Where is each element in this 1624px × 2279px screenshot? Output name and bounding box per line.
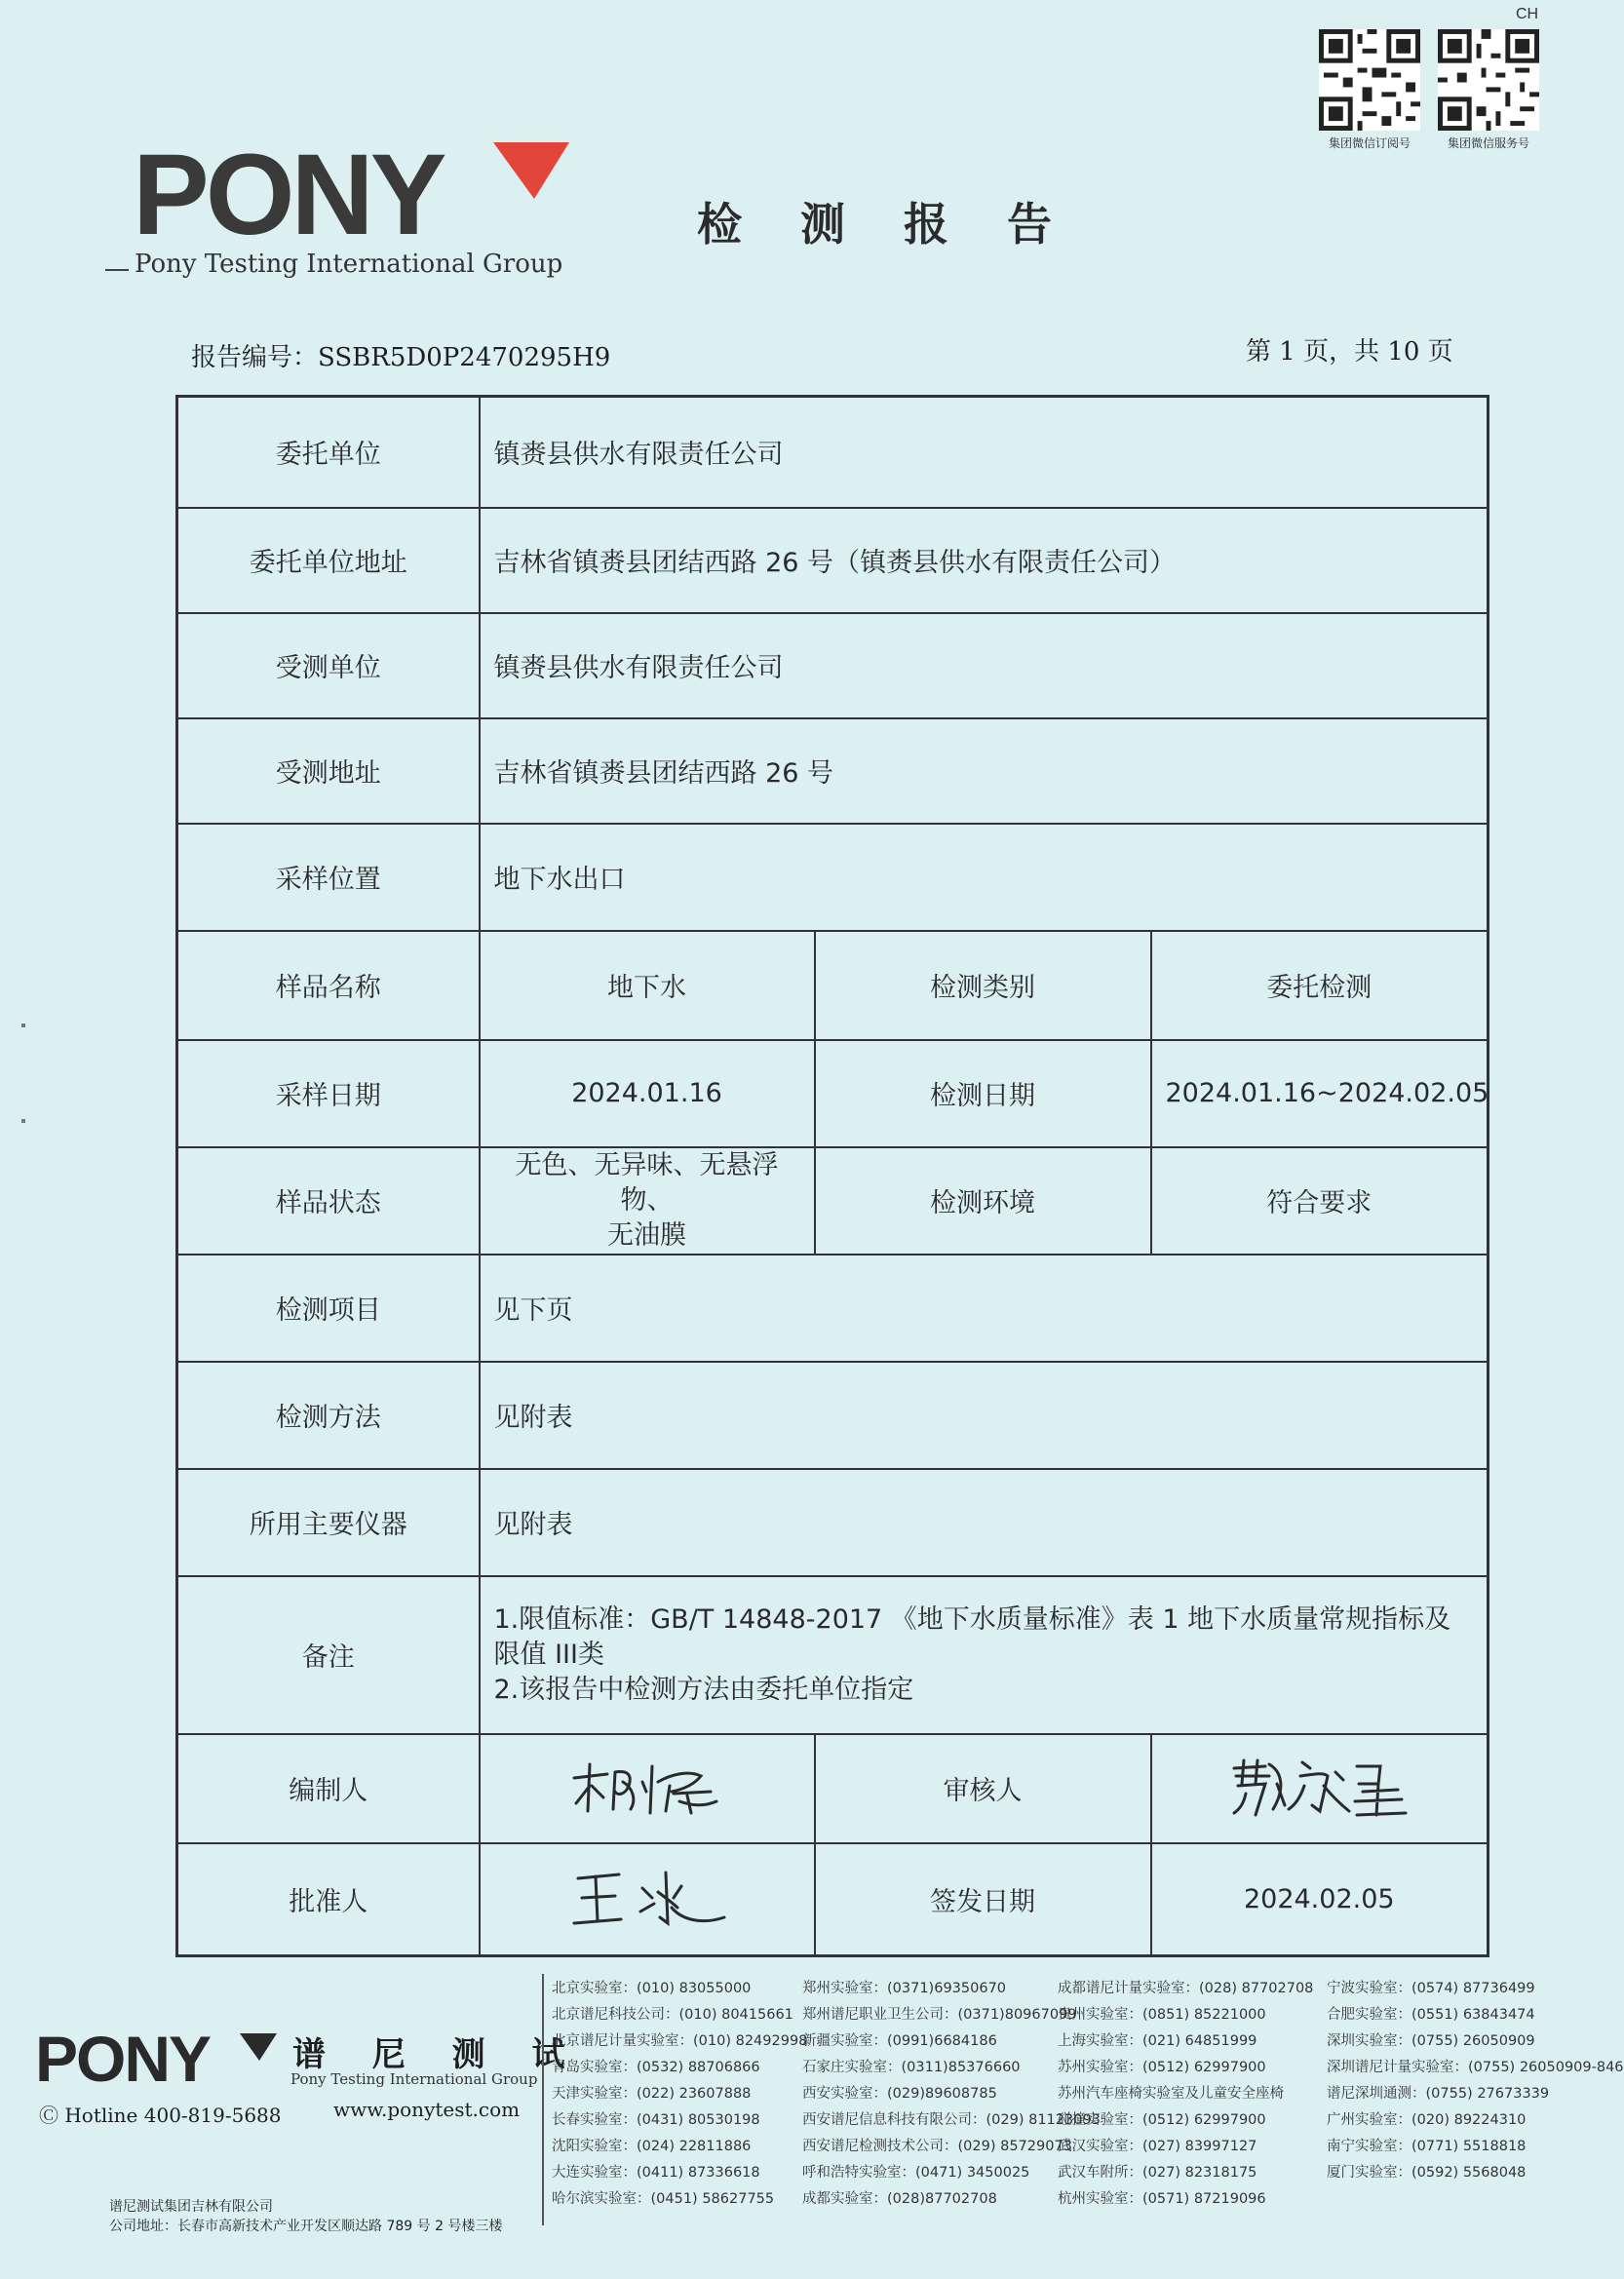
table-row — [177, 397, 1489, 508]
footer-pony-logo — [35, 2023, 279, 2095]
remark-value — [480, 1576, 1489, 1734]
remark-line: 2.该报告中检测方法由委托单位指定 — [493, 1674, 914, 1705]
lab-contact: 北京实验室：(010) 83055000 — [552, 1981, 752, 1996]
test-environment-value: 符合要求 — [1151, 1147, 1489, 1255]
lab-contact: 呼和浩特实验室：(0471) 3450025 — [802, 2165, 1030, 2181]
table-row — [177, 1147, 1489, 1255]
lab-contact: 郑州谱尼职业卫生公司：(0371)80967099 — [802, 2007, 1077, 2023]
lab-contact: 厦门实验室：(0592) 5568048 — [1327, 2165, 1527, 2181]
logo-dash — [105, 269, 129, 271]
tested-address-value: 吉林省镇赉县团结西路 26 号 — [480, 718, 1489, 824]
lab-contact: 沈阳实验室：(024) 22811886 — [552, 2139, 752, 2154]
lab-contact — [1327, 2189, 1566, 2210]
lab-contact: 天津实验室：(022) 23607888 — [552, 2086, 752, 2102]
reviewer-signature-cell — [1151, 1734, 1489, 1843]
lab-contact: 成都实验室：(028)87702708 — [802, 2191, 997, 2207]
table-row — [177, 1734, 1489, 1843]
approver-signature — [564, 1865, 730, 1933]
sample-name-value: 地下水 — [480, 931, 815, 1040]
approver-signature-cell — [480, 1843, 815, 1956]
issue-date-value: 2024.02.05 — [1151, 1843, 1489, 1956]
tested-unit-value: 镇赉县供水有限责任公司 — [480, 613, 1489, 718]
svg-text:PONY: PONY — [133, 131, 444, 259]
lab-contact: 上海实验室：(021) 64851999 — [1058, 2033, 1257, 2049]
sample-state-line: 无色、无异味、无悬浮物、 — [515, 1149, 779, 1216]
client-value: 镇赉县供水有限责任公司 — [480, 397, 1489, 508]
sampling-location-label: 采样位置 — [177, 824, 480, 931]
approver-label: 批准人 — [177, 1843, 480, 1956]
lab-contact: 西安谱尼信息科技有限公司：(029) 81123093 — [802, 2112, 1101, 2128]
footer-brand-cn: 谱 尼 测 试 — [292, 2035, 583, 2074]
lab-contact: 杭州实验室：(0571) 87219096 — [1058, 2191, 1266, 2207]
tested-unit-label: 受测单位 — [177, 613, 480, 718]
sampling-date-label: 采样日期 — [177, 1040, 480, 1147]
lab-contact: 大连实验室：(0411) 87336618 — [552, 2165, 760, 2181]
lab-contact: 北京谱尼计量实验室：(010) 82492998 — [552, 2033, 808, 2049]
remark-line: 1.限值标准：GB/T 14848-2017 《地下水质量标准》表 1 地下水质量常规指标及 — [493, 1603, 1451, 1635]
lab-contact: 长春实验室：(0431) 80530198 — [552, 2112, 760, 2128]
lab-contact: 合肥实验室：(0551) 63843474 — [1327, 2007, 1535, 2023]
lab-contact-list — [552, 1979, 1624, 2210]
table-row — [177, 1576, 1489, 1734]
issue-date-label: 签发日期 — [815, 1843, 1151, 1956]
qr-code-icon — [1319, 29, 1420, 131]
sample-state-value — [480, 1147, 815, 1255]
lab-contact: 贵州实验室：(0851) 85221000 — [1058, 2007, 1266, 2023]
document-title: 检 测 报 告 — [697, 198, 1074, 251]
table-row — [177, 1469, 1489, 1576]
table-row — [177, 1362, 1489, 1469]
footer-website: www.ponytest.com — [333, 2098, 521, 2121]
compiler-signature-cell — [480, 1734, 815, 1843]
scan-mark — [21, 1024, 25, 1027]
lab-contact: 广州实验室：(020) 89224310 — [1327, 2112, 1527, 2128]
qr-caption: 集团微信订阅号 — [1328, 136, 1411, 150]
client-address-value: 吉林省镇赉县团结西路 26 号（镇赉县供水有限责任公司） — [480, 508, 1489, 613]
sample-name-label: 样品名称 — [177, 931, 480, 1040]
lab-contact: 武汉实验室：(027) 83997127 — [1058, 2139, 1257, 2154]
logo-subtitle: Pony Testing International Group — [135, 250, 563, 279]
lab-contact: 武汉车附所：(027) 82318175 — [1058, 2165, 1257, 2181]
lab-contact: 深圳谱尼计量实验室：(0755) 26050909-846 — [1327, 2060, 1624, 2075]
test-type-value: 委托检测 — [1151, 931, 1489, 1040]
reviewer-label: 审核人 — [815, 1734, 1151, 1843]
lab-contact: 苏州实验室：(0512) 62997900 — [1058, 2060, 1266, 2075]
qr-code-subscription — [1316, 29, 1423, 151]
table-row — [177, 1255, 1489, 1362]
report-number: 报告编号：SSBR5D0P2470295H9 — [191, 343, 611, 372]
test-items-value: 见下页 — [480, 1255, 1489, 1362]
table-row — [177, 824, 1489, 931]
table-row — [177, 1843, 1489, 1956]
lab-contact: 西安谱尼检测技术公司：(029) 85729073 — [802, 2139, 1072, 2154]
client-label: 委托单位 — [177, 397, 480, 508]
client-address-label: 委托单位地址 — [177, 508, 480, 613]
lab-contact: 谱尼深圳通测：(0755) 27673339 — [1327, 2086, 1550, 2102]
sample-state-line: 无油膜 — [607, 1219, 686, 1251]
lab-contact: 郑州实验室：(0371)69350670 — [802, 1981, 1007, 1996]
remark-label: 备注 — [177, 1576, 480, 1734]
lab-contact: 哈尔滨实验室：(0451) 58627755 — [552, 2191, 775, 2207]
svg-text:PONY: PONY — [35, 2023, 211, 2095]
test-type-label: 检测类别 — [815, 931, 1151, 1040]
table-row — [177, 613, 1489, 718]
corner-mark: CH — [1516, 6, 1539, 22]
page-info: 第 1 页，共 10 页 — [1246, 337, 1453, 367]
lab-contact: 深圳实验室：(0755) 26050909 — [1327, 2033, 1535, 2049]
tested-address-label: 受测地址 — [177, 718, 480, 824]
qr-code-icon — [1438, 29, 1539, 131]
lab-contact: 石家庄实验室：(0311)85376660 — [802, 2060, 1021, 2075]
lab-contact: 南宁实验室：(0771) 5518818 — [1327, 2139, 1527, 2154]
remark-line: 限值 III类 — [493, 1639, 604, 1670]
compiler-label: 编制人 — [177, 1734, 480, 1843]
test-environment-label: 检测环境 — [815, 1147, 1151, 1255]
reviewer-signature — [1226, 1755, 1411, 1823]
pony-logo — [133, 131, 571, 259]
sampling-location-value: 地下水出口 — [480, 824, 1489, 931]
footer-hotline: Ⓒ Hotline 400-819-5688 — [39, 2104, 282, 2127]
company-address: 公司地址：长春市高新技术产业开发区顺达路 789 号 2 号楼三楼 — [109, 2219, 503, 2234]
test-method-label: 检测方法 — [177, 1362, 480, 1469]
compiler-signature — [564, 1757, 730, 1821]
lab-contact: 宁波实验室：(0574) 87736499 — [1327, 1981, 1535, 1996]
lab-contact: 北京谱尼科技公司：(010) 80415661 — [552, 2007, 793, 2023]
company-name: 谱尼测试集团吉林有限公司 — [109, 2199, 273, 2215]
instrument-value: 见附表 — [480, 1469, 1489, 1576]
lab-contact: 碰撞实验室：(0512) 62997900 — [1058, 2112, 1266, 2128]
report-info-table — [175, 395, 1489, 1957]
test-date-label: 检测日期 — [815, 1040, 1151, 1147]
table-row — [177, 718, 1489, 824]
table-row — [177, 508, 1489, 613]
lab-contact: 苏州汽车座椅实验室及儿童安全座椅 — [1058, 2086, 1284, 2102]
lab-contact: 西安实验室：(029)89608785 — [802, 2086, 997, 2102]
sample-state-label: 样品状态 — [177, 1147, 480, 1255]
table-row — [177, 1040, 1489, 1147]
lab-contact: 新疆实验室：(0991)6684186 — [802, 2033, 997, 2049]
test-date-value: 2024.01.16~2024.02.05 — [1151, 1040, 1489, 1147]
qr-caption: 集团微信服务号 — [1447, 136, 1529, 150]
scan-mark — [21, 1119, 25, 1123]
test-method-value: 见附表 — [480, 1362, 1489, 1469]
footer-brand-en: Pony Testing International Group — [290, 2070, 538, 2088]
test-items-label: 检测项目 — [177, 1255, 480, 1362]
table-row — [177, 931, 1489, 1040]
lab-contact: 成都谱尼计量实验室：(028) 87702708 — [1058, 1981, 1314, 1996]
qr-code-service — [1435, 29, 1542, 151]
sampling-date-value: 2024.01.16 — [480, 1040, 815, 1147]
lab-contact: 青岛实验室：(0532) 88706866 — [552, 2060, 760, 2075]
instrument-label: 所用主要仪器 — [177, 1469, 480, 1576]
